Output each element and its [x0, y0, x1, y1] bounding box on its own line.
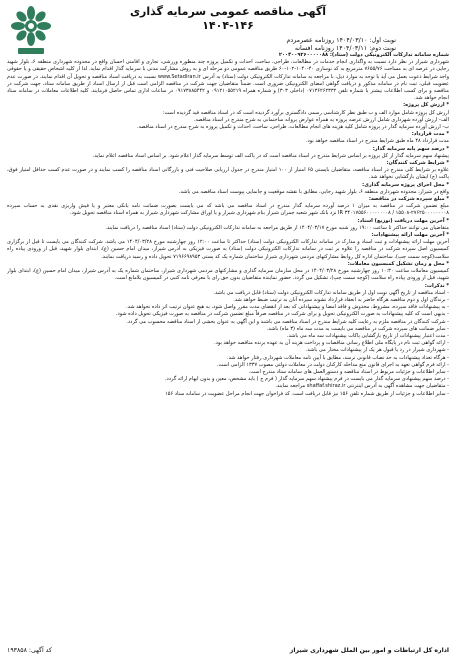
- notice-paragraph: ب- ارزش آورده سرمایه گذار در پروژه شامل کلیه هزینه های انجام مطالعات، طراحی، ساخت، احداث و تکمیل پروژه به شرح مندرج در اسناد مناقصه.: [136, 124, 449, 131]
- notice-paragraph: مبلغ تضمین شرکت در مناقصه به میزان ۱ درصد آورده سرمایه گذار مندرج در اسناد مناقصه می باشد که می بایست بصورت ضمانت نامه بانکی معتبر و یا فیش واریزی نقدی به حساب سپرده ۲۷۶۲۵۰۰۰۰۰۰۰۰۸-۱۵۵۰۸ / IR ۳۴۰۱۷۵۵۶۰۰۰۰۰۰۰۰۸ نزد بانک شهر شعبه جمران شیراز بنام شهرداری شیراز و یا اوراق مشارکت شهرداری شیراز به همراه اسناد مناقصه تحویل شود.: [7, 203, 449, 217]
- publication-dates: [70, 37, 396, 53]
- shiraz-municipality-logo-icon: [4, 4, 58, 58]
- notice-number: ۱۴۰۴-۱۴۶: [202, 19, 254, 32]
- notice-paragraph: - مدت اعتبار پیشنهادات از تاریخ بازگشایی پاکات پیشنهادات سه ماه می باشد.: [286, 332, 449, 339]
- notice-header: [70, 5, 386, 33]
- section-heading: * مدت قرارداد:: [411, 131, 449, 138]
- section-heading: * مبلغ سپرده شرکت در مناقصه:: [368, 196, 449, 203]
- section-heading: * درصد سهم پایه سرمایه گذار:: [372, 145, 449, 152]
- notice-paragraph: - بدیهی است که کلیه پیشنهادات به صورت الکترونیکی تحویل و برای شرکت در مناقصه صرفاً مبلغ تضمین شرکت در مناقصه به صورت فیزیکی تحویل داده شود.: [115, 311, 449, 318]
- notice-paragraph: - سایر اطلاعات و جزئیات مربوط در اسناد مناقصه و دستورالعمل های سامانه ستاد مندرج است.: [248, 368, 449, 375]
- notice-paragraph: آخرین مهلت ارائه پیشنهادات و ثبت اسناد و مدارک در سامانه تدارکات الکترونیکی دولت (ستاد) حداکثر تا ساعت ۱۲:۰۰ روز چهارشنبه مورخ ۱۴۰۴/۰۳/۲۸ می باشد. شرکت کنندگان می بایست تا قبل از برگزاری کمیسیون اصل سپرده شرکت در مناقصه را علاوه بر ثبت در سامانه تدارکات الکترونیکی دولت (ستاد) به صورت فیزیکی به آدرس شیراز، میدان امام حسین (ع)، ابتدای بلوار شهید، قبل از ورودی پیاده راه سلامت(کوچه سمت چپ)، ساختمان اداره کل روابط مشارکتهای مردمی شهرداری شیراز ساختمان شماره یک کد پستی ۷۱۹۶۶۹۸۹۵۳ تحویل داده و رسید دریافت نمایند.: [7, 239, 449, 260]
- notice-paragraph: - سایر اطلاعات و جزئیات از طریق شماره تلفن ۱۵۶ نیز قابل دریافت است. کد فراخوان جهت انجام مراحل عضویت در سامانه ستاد ۱۵۶: [165, 390, 449, 397]
- notice-paragraph: - برندگان اول و دوم مناقصه هرگاه حاضر به انعقاد قرارداد نشوند سپرده آنان به ترتیب ضبط خواهد شد.: [233, 296, 449, 303]
- issuing-office: اداره کل ارتباطات و امور بین الملل شهرداری شیراز: [289, 647, 449, 654]
- section-heading: * محل و زمان تشکیل کمیسیون معاملات:: [347, 260, 449, 267]
- section-heading: * آخرین مهلت دریافت (توزیع) اسناد:: [357, 217, 449, 224]
- notice-paragraph: - ارائه گواهی ثبت نام در پایگاه ملی اطلاع رسانی مناقصات و پرداخت هزینه آن به عهده برنده مناقصه خواهد بود.: [214, 340, 449, 347]
- section-heading: شماره سامانه تدارکات الکترونیکی دولت (ستاد): ۲۰۰۴۰۰۹۲۶۰۰۰۰۰۸۸: [278, 52, 449, 58]
- notice-paragraph: علاوه بر شرایط کلی مندرج در اسناد مناقصه، متقاضیان بایستی ۶۵ امتیاز از ۱۰۰ امتیاز مندرج در جدول ارزیابی صلاحیت فنی و بازرگانی اسناد مناقصه را کسب نمایند و در صورت عدم کسب حداقل امتیاز فوق، پاکت (ج) ایشان بازگشایی نخواهد شد.: [7, 167, 449, 181]
- notice-paragraph: - درصد سهم پیشنهادی سرمایه گذار می بایست در فرم پیشنهاد سهم سرمایه گذار ( فرم ج ) باید مشخص، معین و بدون ابهام ارائه گردد.: [164, 376, 449, 383]
- notice-paragraph: - ارائه فرم گواهی تعهد به اجرای قانون منع مداخله کارکنان دولت در معاملات دولتی مصوب ۱۳۳۷ الزامی است.: [216, 361, 449, 368]
- notice-paragraph: واقع در شیراز، محدوده شهرداری منطقه ۶، بلوار شهید رجایی، مطابق با نقشه موقعیت و جانمایی پیوست اسناد مناقصه می باشد.: [178, 188, 449, 195]
- publication-second: نوبت دوم: ۱۴۰۴/۰۳/۱۱ روزنامه افسانه: [294, 45, 396, 52]
- notice-title: آگهی مناقصه عمومی سرمایه گذاری: [129, 5, 327, 18]
- section-heading: * تذکرات:: [424, 282, 449, 289]
- notice-paragraph: کمیسیون معاملات ساعت ۱۰:۳۰ روز چهارشنبه مورخ ۱۴۰۴/۰۳/۲۸ در محل سازمان سرمایه گذاری و مشارکتهای مردمی شهرداری شیراز، ساختمان شماره یک به آدرس شیراز، میدان امام حسین (ع)، ابتدای بلوار شهید، قبل از ورودی پیاده راه سلامت (کوچه سمت چپ)، تشکیل می گردد. حضور نماینده متقاضیان بدون حق رای با معرفی نامه کتبی در کمیسیون بلامانع است.: [7, 268, 449, 282]
- notice-paragraph: - به پیشنهادات فاقد سپرده، مشروط، مخدوش و فاقد امضا و پیشنهاداتی که بعد از انقضای مدت مقرر واصل شود، به هیچ عنوان ترتیب اثر داده نخواهد شد.: [126, 304, 449, 311]
- notice-paragraph: مدت قرارداد ۴۸ ماه طبق شرایط مندرج در اسناد مناقصه خواهد بود.: [305, 138, 449, 145]
- notice-paragraph: - هرگاه تعداد پیشنهادات به حد نصاب قانونی نرسد، مطابق با آیین نامه معاملات شهرداری رفتار خواهد شد.: [227, 354, 449, 361]
- notice-paragraph: - شهرداری شیراز در رد یا قبول هر یک از پیشنهادات مختار می باشد.: [305, 347, 449, 354]
- section-heading: * آخرین مهلت ارائه پیشنهادات:: [371, 232, 449, 239]
- notice-paragraph: - اسناد مناقصه از تاریخ آگهی نوبت اول از طریق سامانه تدارکات الکترونیکی دولت (ستاد) قابل دریافت می باشد.: [213, 289, 449, 296]
- notice-paragraph: - سایر ضمانت های سپرده شرکت در مناقصه می بایست به مدت سه ماه (۳ ماه) باشد.: [266, 325, 449, 332]
- notice-body: [7, 52, 449, 637]
- notice-paragraph: - متقاضیان جهت مشاهده آگهی به آدرس اینترنتی shaffaf.shiraz.ir مراجعه نمایند.: [275, 383, 449, 390]
- publication-first: نوبت اول: ۱۴۰۴/۰۳/۱۰ روزنامه عصرمردم: [286, 37, 396, 44]
- ad-reference-code: کد آگهی: ۱۹۳۸۵۸: [7, 647, 52, 654]
- notice-paragraph: ارزش کل پروژه شامل موارد الف و ب طبق نظر کارشناسی رسمی دادگستری برآورد گردیده است که در اسناد مناقصه قید گردیده است:: [162, 109, 449, 116]
- notice-paragraph: الف- ارزش آورده شهرداری شامل ارزش عرصه پروژه به همراه عوارض پروانه ساختمانی به شرح مندرج در اسناد مناقصه.: [193, 116, 449, 123]
- notice-paragraph: - شرکت کنندگان در مناقصه ملزم به رعایت کلیه شرایط مندرج در اسناد مناقصه می باشند و این آگهی به عنوان بخشی از اسناد مناقصه محسوب می گردد.: [126, 318, 449, 325]
- notice-paragraph: پیشنهاد سهم سرمایه گذار از کل پروژه بر اساس شرایط مندرج در اسناد مناقصه است که در پاکت الف توسط سرمایه گذار اعلام شود. بر اساس اسناد مناقصه اعلام نماید.: [92, 152, 449, 159]
- notice-paragraph: متقاضیان می توانند حداکثر تا ساعت ۱۹:۰۰ روز شنبه مورخ ۱۴۰۴/۰۳/۱۷ از طریق مراجعه به سامانه تدارکات الکترونیکی دولت (ستاد) اسناد مناقصه را دریافت نمایند.: [105, 224, 449, 231]
- section-heading: * محل اجرای پروژه سرمایه گذاری:: [362, 181, 449, 188]
- section-heading: * ارزش کل پروژه:: [403, 102, 449, 109]
- section-heading: * شرایط شرکت کنندگان:: [386, 160, 449, 167]
- notice-paragraph: شهرداری شیراز در نظر دارد نسبت به واگذاری انجام خدمات در مطالعات، طراحی، ساخت، احداث و تکمیل پروژه چند منظوره ورزشی، تجاری و اقامتی احسان واقع در محدوده شهرداری منطقه ۶، بلوار شهید رجایی در عرصه ای به مساحت ۷۶۵۵/۷۶ مترمربع به کد نوسازی ۴۰-۱۰۴۰-۱۰۲-۶۰ طریق مناقصه عمومی دو مرحله ای و به روش مشارکت مدنی با سرمایه گذار اقدام نماید. لذا از کلیه اشخاص حقیقی و یا حقوقی واجد شرایط دعوت بعمل می آید با توجه به موارد ذیل، با مراجعه به سامانه تدارکات الکترونیکی دولت (ستاد) به آدرس www.Setadiran.ir نسبت به دریافت اسناد مناقصه و تحویل آن اقدام نمایند. در صورت عدم عضویت قبلی، ثبت نام در سامانه مذکور و دریافت گواهی امضای الکترونیکی ضروری است. ضمناً متقاضیان جهت شرکت در مناقصه الزامی است قبل از ارسال اسناد از طریق سامانه ستاد، جهت شرکت در مناقصه و برای کسب اطلاعات بیشتر با شماره تلفن ۰۷۱۳۶۲۶۲۳۳۲ (داخلی ۳۰۳) و شماره همراه ۰۹۱۲۱۰۵۵۲۱۹ و ۰۹۱۷۳۸۸۵۴۴۲ در ساعات اداری تماس حاصل فرمایند. کلیه اطلاعات معاملات در سامانه ستاد انجام خواهد شد.: [7, 59, 449, 102]
